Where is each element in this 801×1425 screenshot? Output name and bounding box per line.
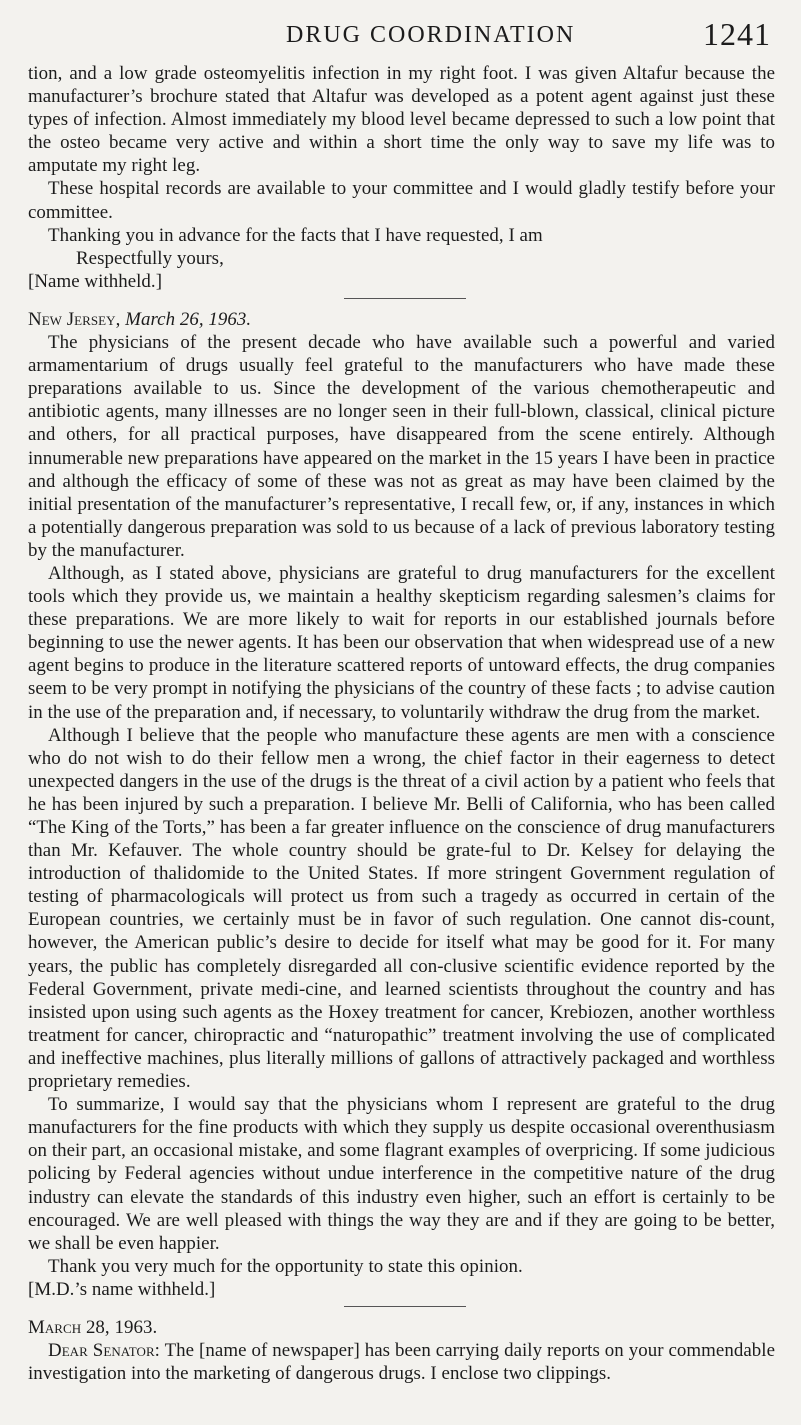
letter3-dateline: March 28, 1963. <box>28 1316 158 1338</box>
letter1-paragraph-3: Thanking you in advance for the facts that I have requested, I am <box>48 224 543 246</box>
letter1-closing: Respectfully yours, <box>76 247 224 269</box>
letter2-paragraph-3: Although I believe that the people who manufacture these agents are men with a conscience who do not wish to do their fellow men a wrong, the chief factor in their eagerness to detect unexpected dangers in the use of the drugs is the threat of a civil action by a patient who feels that he has been injured by such a preparation. I believe Mr. Belli of California, who has been called “The King of the Torts,” has been a far greater influence on the conscience of drug manufacturers than Mr. Kefauver. The whole country should be grate-ful to Dr. Kelsey for delaying the introduction of thalidomide to the United States. If more stringent Government regulation of testing of pharmacologicals will protect us from such a tragedy as occurred in certain of the European countries, we certainly must be in favor of such regulation. One cannot dis-count, however, the American public’s desire to decide for itself what may be good for it. For many years, the public has completely disregarded all con-clusive scientific evidence reported by the Federal Government, private medi-cine, and learned scientists throughout the country and has insisted upon using such agents as the Hoxey treatment for cancer, Krebiozen, another worthless treatment for cancer, chiropractic and “naturopathic” treatment involving the use of complicated and ineffective machines, plus literally millions of gallons of attractively packaged and worthless proprietary remedies. <box>28 724 775 1093</box>
letter2-paragraph-2: Although, as I stated above, physicians are grateful to drug manufacturers for the excellent tools which they provide us, we maintain a healthy skepticism regarding salesmen’s claims for these preparations. We are more likely to wait for reports in our established journals before beginning to use the newer agents. It has been our observation that when widespread use of a new agent begins to produce in the literature scattered reports of untoward effects, the drug companies seem to be very prompt in notifying the physicians of the country of these facts ; to advise caution in the use of the preparation and, if necessary, to voluntarily withdraw the drug from the market. <box>28 562 775 723</box>
letter2-paragraph-1: The physicians of the present decade who have available such a powerful and varied armamentarium of drugs usually feel grateful to the manufacturers who have made these preparations available to us. Since the development of the various chemotherapeutic and antibiotic agents, many illnesses are no longer seen in their full-blown, classical, clinical picture and others, for all practical purposes, have disappeared from the scene entirely. Although innumerable new preparations have appeared on the market in the 15 years I have been in practice and although the efficacy of some of these was not as great as may have been claimed by the initial presentation of the manufacturer’s representative, I recall few, or, if any, instances in which a potentially dangerous preparation was sold to us because of a lack of previous laboratory testing by the manufacturer. <box>28 332 775 561</box>
letter3-body: The [name of newspaper] has been carrying daily reports on your commendable investigation into the marketing of dangerous drugs. I enclose two clippings. <box>28 1340 776 1385</box>
page-number: 1241 <box>703 16 771 52</box>
running-header <box>28 14 775 62</box>
section-divider <box>28 293 775 308</box>
letter1-signature: [Name withheld.] <box>28 270 163 292</box>
letter3-salutation: Dear Senator: <box>48 1340 160 1362</box>
letter2-paragraph-4: To summarize, I would say that the physicians whom I represent are grateful to the drug manufacturers for the fine products with which they supply us despite occasional overenthusiasm on their part, an occasional mistake, and some flagrant examples of overpricing. If some judicious policing by Federal agencies without undue interference in the competitive nature of the drug industry can elevate the standards of this industry even higher, such an effort is certainly to be encouraged. We are well pleased with things the way they are and if they are going to be better, we shall be even happier. <box>28 1094 775 1254</box>
running-title: DRUG COORDINATION <box>286 22 576 48</box>
body-text <box>28 62 775 1385</box>
letter2-paragraph-5: Thank you very much for the opportunity to state this opinion. <box>48 1255 523 1277</box>
letter2-dateline-place: New Jersey, <box>28 308 121 330</box>
section-divider <box>28 1301 775 1316</box>
letter1-paragraph-2: These hospital records are available to your committee and I would gladly testify before your committee. <box>28 178 775 223</box>
letter2-signature: [M.D.’s name withheld.] <box>28 1278 216 1300</box>
letter3-paragraph-1 <box>28 1339 775 1385</box>
letter2-dateline <box>28 308 775 331</box>
letter1-paragraph-1: tion, and a low grade osteomyelitis infection in my right foot. I was given Altafur because the manufacturer’s brochure stated that Altafur was developed as a potent agent against just these types of infection. Almost immediately my blood level became depressed to such a low point that the osteo became very active and within a short time the only way to save my life was to amputate my right leg. <box>28 63 775 177</box>
letter2-dateline-date: March 26, 1963. <box>125 308 252 330</box>
